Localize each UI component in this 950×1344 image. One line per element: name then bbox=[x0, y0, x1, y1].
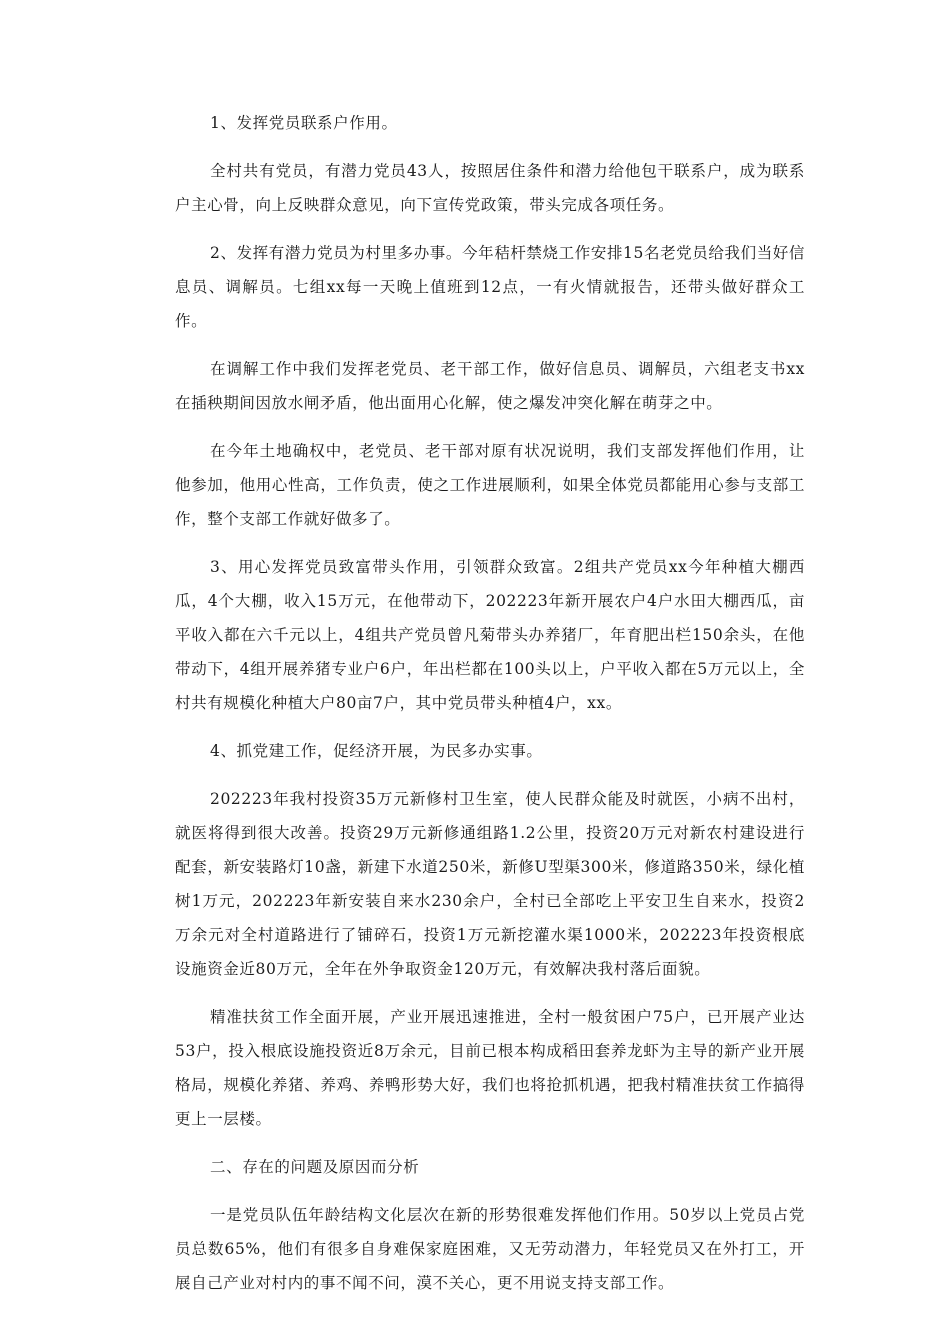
paragraph: 全村共有党员，有潜力党员43人，按照居住条件和潜力给他包干联系户，成为联系户主心骨，向上反映群众意见，向下宣传党政策，带头完成各项任务。 bbox=[175, 162, 805, 214]
paragraph: 2、发挥有潜力党员为村里多办事。今年秸杆禁烧工作安排15名老党员给我们当好信息员、调解员。七组xx每一天晚上值班到12点，一有火情就报告，还带头做好群众工作。 bbox=[175, 244, 805, 330]
section-heading-1: 1、发挥党员联系户作用。 bbox=[210, 114, 398, 132]
document-body bbox=[175, 106, 805, 1314]
section-heading-4: 4、抓党建工作，促经济开展，为民多办实事。 bbox=[210, 742, 543, 760]
paragraph: 一是党员队伍年龄结构文化层次在新的形势很难发挥他们作用。50岁以上党员占党员总数65%，他们有很多自身难保家庭困难，又无劳动潜力，年轻党员又在外打工，开展自己产业对村内的事不闻不问，漠不关心，更不用说支持支部工作。 bbox=[175, 1206, 805, 1292]
paragraph: 在今年土地确权中，老党员、老干部对原有状况说明，我们支部发挥他们作用，让他参加，他用心性高，工作负责，使之工作进展顺利，如果全体党员都能用心参与支部工作，整个支部工作就好做多了。 bbox=[175, 442, 805, 528]
paragraph: 精准扶贫工作全面开展，产业开展迅速推进，全村一般贫困户75户，已开展产业达53户，投入根底设施投资近8万余元，目前已根本构成稻田套养龙虾为主导的新产业开展格局，规模化养猪、养鸡、养鸭形势大好，我们也将抢抓机遇，把我村精准扶贫工作搞得更上一层楼。 bbox=[175, 1008, 805, 1128]
paragraph: 202223年我村投资35万元新修村卫生室，使人民群众能及时就医，小病不出村，就医将得到很大改善。投资29万元新修通组路1.2公里，投资20万元对新农村建设进行配套，新安装路灯10盏，新建下水道250米，新修U型渠300米，修道路350米，绿化植树1万元，202223年新安装自来水230余户，全村已全部吃上平安卫生自来水，投资2万余元对全村道路进行了铺碎石，投资1万元新挖灌水渠1000米，202223年投资根底设施资金近80万元，全年在外争取资金120万元，有效解决我村落后面貌。 bbox=[175, 790, 805, 978]
section-heading-problems: 二、存在的问题及原因而分析 bbox=[210, 1158, 420, 1176]
paragraph: 3、用心发挥党员致富带头作用，引领群众致富。2组共产党员xx今年种植大棚西瓜，4个大棚，收入15万元，在他带动下，202223年新开展农户4户水田大棚西瓜，亩平收入都在六千元以上，4组共产党员曾凡菊带头办养猪厂，年育肥出栏150余头，在他带动下，4组开展养猪专业户6户，年出栏都在100头以上，户平收入都在5万元以上，全村共有规模化种植大户80亩7户，其中党员带头种植4户，xx。 bbox=[175, 558, 805, 712]
paragraph: 在调解工作中我们发挥老党员、老干部工作，做好信息员、调解员，六组老支书xx在插秧期间因放水闸矛盾，他出面用心化解，使之爆发冲突化解在萌芽之中。 bbox=[175, 360, 805, 412]
